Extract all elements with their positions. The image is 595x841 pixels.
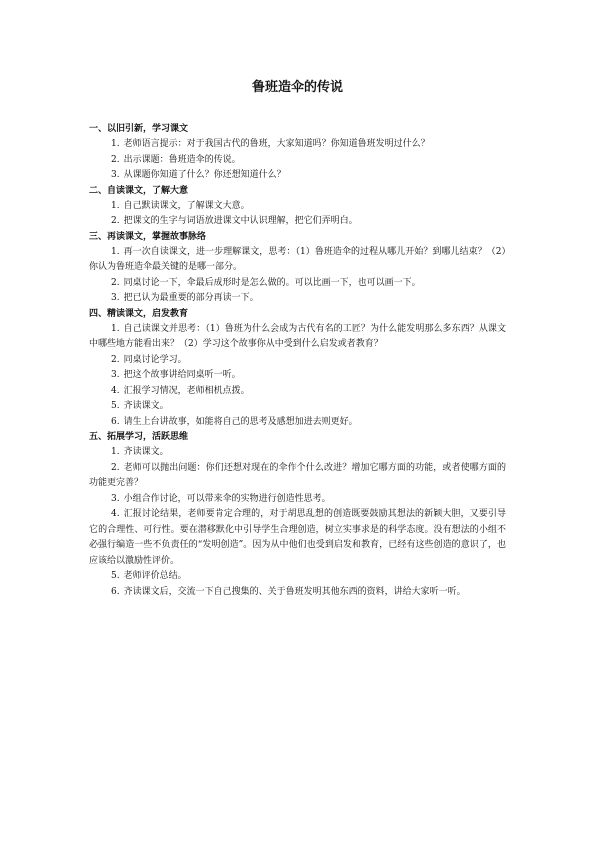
item-number: 5.	[111, 571, 120, 581]
item-text: 同桌讨论一下，伞最后成形时是怎么做的。可以比画一下，也可以画一下。	[123, 277, 421, 288]
item-number: 2.	[111, 462, 120, 473]
list-item	[89, 353, 506, 369]
item-text: 把这个故事讲给同桌听一听。	[123, 370, 241, 380]
item-text: 出示课题：鲁班造伞的传说。	[123, 154, 241, 165]
item-text: 从课题你知道了什么？你还想知道什么？	[123, 170, 286, 180]
item-text: 老师评价总结。	[123, 571, 187, 581]
list-item	[89, 368, 506, 384]
item-text: 再一次自读课文，进一步理解课文，思考：（1）鲁班造伞的过程从哪儿开始？到哪儿结束？（2）你认为鲁班造伞最关键的是哪一部分。	[89, 246, 506, 272]
list-item	[89, 291, 506, 307]
section-2	[89, 184, 506, 230]
item-number: 1.	[111, 323, 120, 334]
item-text: 老师语言提示：对于我国古代的鲁班，大家知道吗？你知道鲁班发明过什么？	[123, 139, 430, 149]
item-number: 1.	[111, 139, 120, 149]
item-text: 齐读课文。	[123, 447, 169, 457]
item-number: 2.	[111, 216, 120, 226]
item-number: 6.	[111, 586, 120, 597]
list-item	[89, 415, 506, 431]
section-heading: 五、拓展学习，活跃思维	[89, 432, 189, 442]
item-number: 2.	[111, 354, 120, 365]
item-number: 3.	[111, 293, 120, 303]
section-4	[89, 307, 506, 431]
item-number: 4.	[111, 509, 120, 519]
item-number: 4.	[111, 385, 120, 396]
item-text: 把课文的生字与词语放进课文中认识理解，把它们弄明白。	[123, 216, 358, 226]
item-text: 同桌讨论学习。	[123, 354, 187, 365]
list-item	[89, 445, 506, 461]
section-3	[89, 230, 506, 307]
item-text: 自己默读课文，了解课文大意。	[123, 200, 250, 211]
list-item	[89, 168, 506, 184]
list-item	[89, 153, 506, 169]
list-item	[89, 585, 506, 601]
item-text: 齐读课文。	[123, 401, 169, 411]
section-heading: 四、精读课文，启发教育	[89, 308, 189, 319]
item-number: 1.	[111, 200, 120, 211]
item-number: 3.	[111, 493, 120, 504]
item-number: 6.	[111, 416, 120, 427]
item-text: 齐读课文后，交流一下自己搜集的、关于鲁班发明其他东西的资料，讲给大家听一听。	[123, 586, 466, 597]
item-number: 3.	[111, 170, 120, 180]
list-item	[89, 245, 506, 276]
section-heading: 一、以旧引新，学习课文	[89, 124, 189, 134]
list-item	[89, 137, 506, 153]
list-item	[89, 399, 506, 415]
list-item	[89, 214, 506, 230]
section-1	[89, 122, 506, 184]
list-item	[89, 322, 506, 353]
item-text: 汇报讨论结果，老师要肯定合理的，对于胡思乱想的创造既要鼓励其想法的新颖大胆，又要引导它的合理性、可行性。要在潜移默化中引导学生合理创造，树立实事求是的科学态度。没有想法的小组不必强行编造一些不负责任的“发明创造”。因为从中他们也受到启发和教育，已经有这些创造的意识了，也应该给以激励性评价。	[89, 509, 506, 566]
list-item	[89, 276, 506, 292]
item-number: 2.	[111, 277, 120, 288]
document-title: 鲁班造伞的传说	[251, 80, 343, 95]
list-item	[89, 384, 506, 400]
item-number: 3.	[111, 370, 120, 380]
list-item	[89, 507, 506, 569]
item-text: 汇报学习情况，老师相机点拨。	[123, 385, 250, 396]
item-text: 老师可以抛出问题：你们还想对现在的伞作个什么改进？增加它哪方面的功能，或者使哪方面的功能更完善？	[89, 462, 506, 488]
list-item	[89, 569, 506, 585]
item-text: 小组合作讨论，可以带来伞的实物进行创造性思考。	[123, 493, 331, 504]
section-heading: 二、自读课文，了解大意	[89, 185, 189, 196]
item-number: 2.	[111, 154, 120, 165]
list-item	[89, 461, 506, 492]
item-number: 1.	[111, 447, 120, 457]
list-item	[89, 492, 506, 508]
item-number: 1.	[111, 246, 120, 257]
section-5	[89, 430, 506, 600]
list-item	[89, 199, 506, 215]
item-number: 5.	[111, 401, 120, 411]
section-heading: 三、再读课文，掌握故事脉络	[89, 231, 207, 242]
item-text: 请生上台讲故事，如能将自己的思考及感想加进去则更好。	[123, 416, 358, 427]
item-text: 把已认为最重要的部分再读一下。	[123, 293, 259, 303]
item-text: 自己读课文并思考：（1）鲁班为什么会成为古代有名的工匠？为什么能发明那么多东西？从课文中哪些地方能看出来？（2）学习这个故事你从中受到什么启发或者教育？	[89, 323, 506, 349]
